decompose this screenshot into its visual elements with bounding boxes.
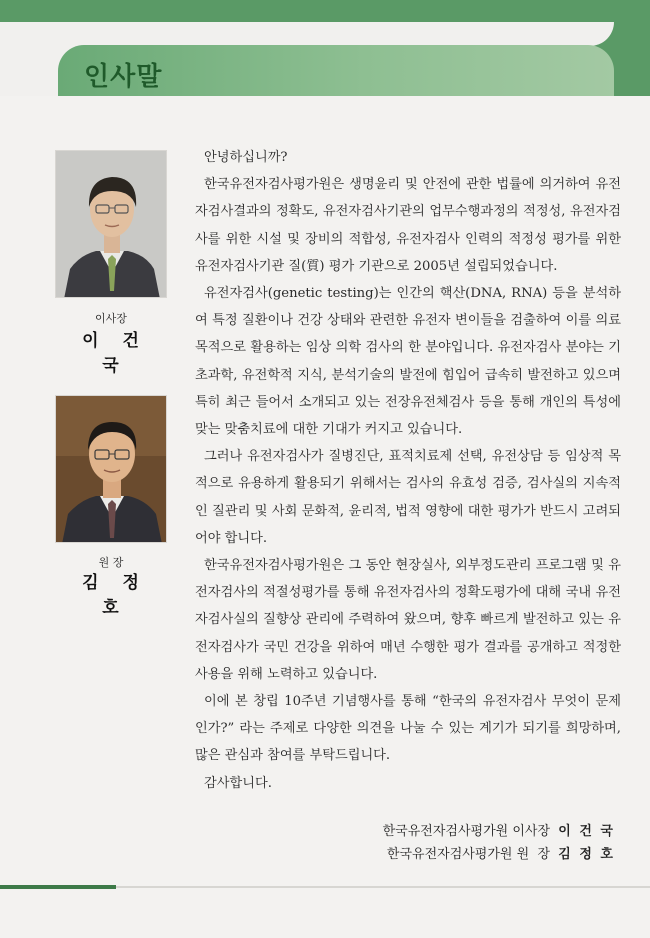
paragraph-thanks: 감사합니다. <box>204 775 272 791</box>
president-name-caption: 김 정 호 <box>82 573 148 618</box>
portrait-president <box>55 395 167 543</box>
president-role-caption: 원 장 <box>98 556 124 569</box>
greeting-body <box>195 144 621 797</box>
paragraph-greeting: 안녕하십니까? <box>204 150 288 165</box>
paragraph-clinical-use: 그러나 유전자검사가 질병진단, 표적치료제 선택, 유전상담 등 임상적 목적으로 유용하게 활용되기 위해서는 검사의 유효성 검증, 검사실의 지속적인 질관리 및 사회 문화적, 윤리적, 법적 영향에 대한 평가가 반드시 고려되어야 합니다. <box>195 449 621 546</box>
top-color-bar <box>0 0 650 22</box>
paragraph-genetic-testing: 유전자검사(genetic testing)는 인간의 핵산(DNA, RNA) 등을 분석하여 특정 질환이나 건강 상태와 관련한 유전자 변이들을 검출하여 이를 의료 목적으로 활용하는 임상 의학 검사의 한 분야입니다. 유전자검사 분야는 기초과학, 유전학적 지식, 분석기술의 발전에 힘입어 급속히 발전하고 있으며 특히 최근 들어서 소개되고 있는 전장유전체검사 등을 통해 개인의 특성에 맞는 맞춤치료에 대한 기대가 커지고 있습니다. <box>195 286 621 438</box>
paragraph-anniversary: 이에 본 창립 10주년 기념행사를 통해 “한국의 유전자검사 무엇이 문제인가?” 라는 주제로 다양한 의견을 나눌 수 있는 계기가 되기를 희망하며, 많은 관심과 참여를 부탁드립니다. <box>195 694 621 764</box>
signature-president-name: 김 정 호 <box>558 847 615 862</box>
footer-accent-bar <box>0 885 116 889</box>
signature-president <box>315 843 615 862</box>
paragraph-activities: 한국유전자검사평가원은 그 동안 현장실사, 외부정도관리 프로그램 및 유전자검사의 적절성평가를 통해 유전자검사의 정확도평가에 대해 국내 유전자검사실의 질향상 관리에 주력하여 왔으며, 향후 빠르게 발전하고 있는 유전자검사가 국민 건강을 위하여 매년 수행한 평가 결과를 공개하고 적정한 사용을 위해 노력하고 있습니다. <box>195 558 621 682</box>
signature-chairman-org: 한국유전자검사평가원 이사장 <box>382 824 550 839</box>
paragraph-about: 한국유전자검사평가원은 생명윤리 및 안전에 관한 법률에 의거하여 유전자검사결과의 정확도, 유전자검사기관의 업무수행과정의 적정성, 유전자검사를 위한 시설 및 장비의 적합성, 유전자검사 인력의 적정성 평가를 위한 유전자검사기관 질(質) 평가 기관으로 2005년 설립되었습니다. <box>195 177 621 274</box>
portrait-president-image <box>56 396 167 543</box>
chairman-name-caption: 이 건 국 <box>82 331 148 376</box>
signature-president-org: 한국유전자검사평가원 원 장 <box>386 847 550 862</box>
signature-chairman <box>315 820 615 839</box>
chairman-role-caption: 이사장 <box>95 312 127 325</box>
page-title: 인사말 <box>84 62 163 92</box>
portrait-chairman-image <box>56 151 167 298</box>
signature-chairman-name: 이 건 국 <box>558 824 615 839</box>
portrait-chairman <box>55 150 167 298</box>
